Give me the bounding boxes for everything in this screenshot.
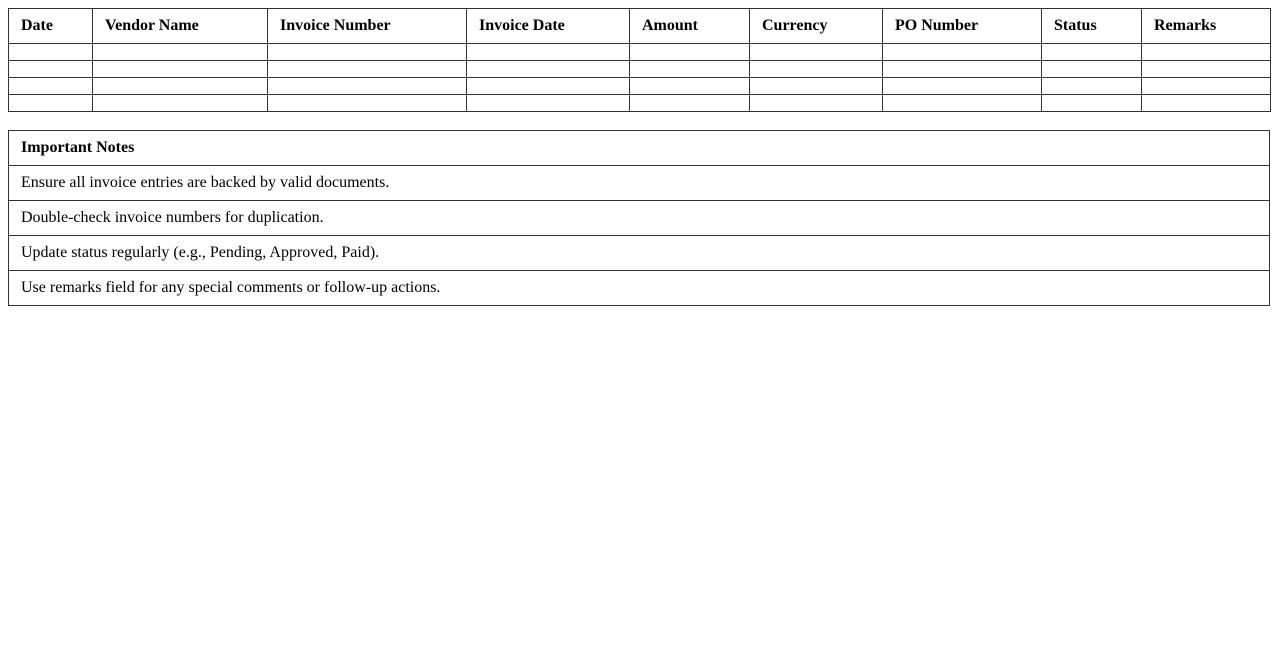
table-cell[interactable] — [467, 61, 630, 78]
list-item — [9, 271, 1270, 306]
table-cell[interactable] — [467, 95, 630, 112]
table-cell[interactable] — [1042, 95, 1142, 112]
table-cell[interactable] — [9, 95, 93, 112]
table-cell[interactable] — [268, 78, 467, 95]
table-cell[interactable] — [883, 61, 1042, 78]
table-cell[interactable] — [1142, 95, 1271, 112]
table-cell[interactable] — [1142, 78, 1271, 95]
list-item — [9, 236, 1270, 271]
header-status: Status — [1042, 9, 1142, 44]
table-cell[interactable] — [268, 44, 467, 61]
table-cell[interactable] — [883, 78, 1042, 95]
header-invoice-date: Invoice Date — [467, 9, 630, 44]
table-cell[interactable] — [750, 44, 883, 61]
table-cell[interactable] — [750, 95, 883, 112]
table-row — [9, 78, 1271, 95]
table-cell[interactable] — [93, 44, 268, 61]
table-cell[interactable] — [93, 61, 268, 78]
header-currency: Currency — [750, 9, 883, 44]
invoice-header-row — [9, 9, 1271, 44]
table-row — [9, 44, 1271, 61]
note-item: Use remarks field for any special comments or follow-up actions. — [9, 271, 1270, 306]
table-cell[interactable] — [883, 95, 1042, 112]
header-date: Date — [9, 9, 93, 44]
table-cell[interactable] — [630, 95, 750, 112]
table-cell[interactable] — [467, 44, 630, 61]
table-cell[interactable] — [1142, 61, 1271, 78]
table-cell[interactable] — [1042, 61, 1142, 78]
table-cell[interactable] — [268, 61, 467, 78]
header-invoice-number: Invoice Number — [268, 9, 467, 44]
table-cell[interactable] — [467, 78, 630, 95]
invoice-table — [8, 8, 1271, 112]
header-vendor-name: Vendor Name — [93, 9, 268, 44]
table-cell[interactable] — [9, 78, 93, 95]
notes-table — [8, 130, 1270, 306]
table-cell[interactable] — [630, 61, 750, 78]
table-cell[interactable] — [1042, 44, 1142, 61]
table-cell[interactable] — [93, 78, 268, 95]
note-item: Ensure all invoice entries are backed by valid documents. — [9, 166, 1270, 201]
table-row — [9, 61, 1271, 78]
table-cell[interactable] — [268, 95, 467, 112]
table-cell[interactable] — [1042, 78, 1142, 95]
list-item — [9, 166, 1270, 201]
table-cell[interactable] — [630, 78, 750, 95]
table-cell[interactable] — [9, 61, 93, 78]
notes-header-row — [9, 131, 1270, 166]
notes-title: Important Notes — [9, 131, 1270, 166]
header-remarks: Remarks — [1142, 9, 1271, 44]
table-cell[interactable] — [9, 44, 93, 61]
header-amount: Amount — [630, 9, 750, 44]
table-cell[interactable] — [1142, 44, 1271, 61]
table-cell[interactable] — [750, 61, 883, 78]
list-item — [9, 201, 1270, 236]
table-row — [9, 95, 1271, 112]
note-item: Update status regularly (e.g., Pending, Approved, Paid). — [9, 236, 1270, 271]
table-cell[interactable] — [93, 95, 268, 112]
header-po-number: PO Number — [883, 9, 1042, 44]
table-cell[interactable] — [750, 78, 883, 95]
table-cell[interactable] — [630, 44, 750, 61]
note-item: Double-check invoice numbers for duplication. — [9, 201, 1270, 236]
table-cell[interactable] — [883, 44, 1042, 61]
